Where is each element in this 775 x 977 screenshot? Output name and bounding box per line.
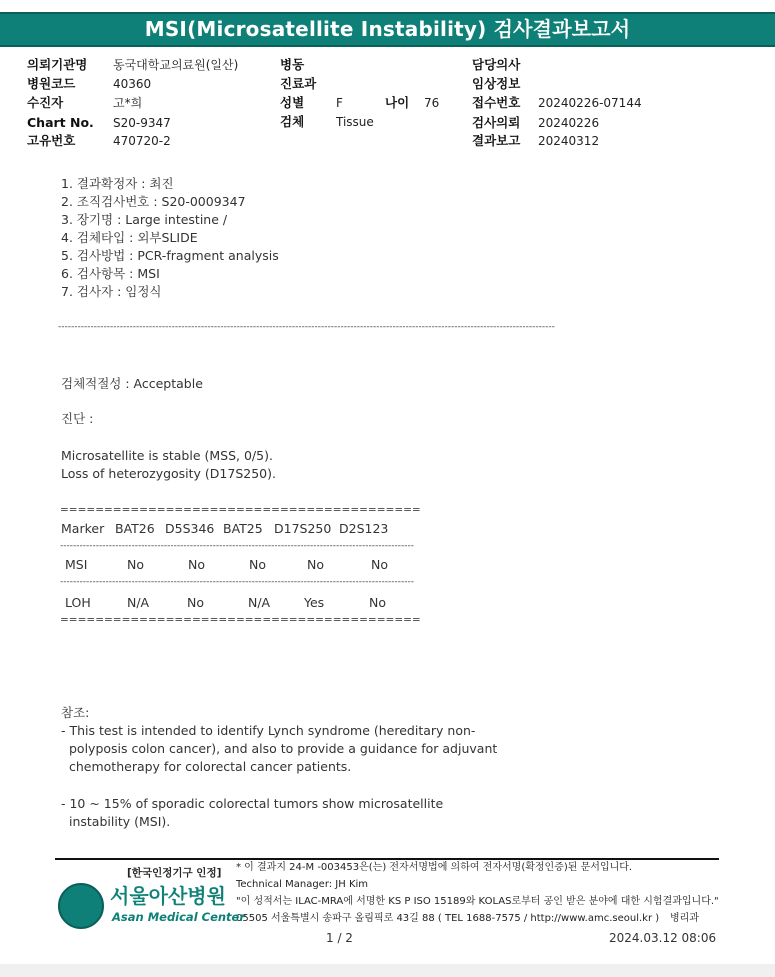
ward-label: 병동	[280, 57, 305, 72]
report-title: MSI(Microsatellite Instability) 검사결과보고서	[0, 12, 775, 47]
footer-address: 05505 서울특별시 송파구 올림픽로 43길 88 ( TEL 1688-7575 / http://www.amc.seoul.kr )	[236, 913, 660, 924]
table-row-msi-d5s346: No	[188, 557, 205, 572]
doctor-label: 담당의사	[472, 57, 521, 72]
footer-rule	[55, 858, 719, 860]
page-number: 1 / 2	[326, 931, 353, 945]
diagnosis-label: 진단 :	[61, 411, 94, 426]
viewer-bottom-band	[0, 964, 775, 977]
cert-label: [한국인정기구 인정]	[127, 867, 222, 879]
table-row-msi-label: MSI	[65, 557, 88, 572]
receipt-value: 20240226-07144	[538, 96, 642, 110]
item-method: 5. 검사방법 : PCR-fragment analysis	[61, 248, 279, 263]
sex-value: F	[336, 96, 343, 110]
specimen-label: 검체	[280, 114, 305, 129]
clinical-label: 임상정보	[472, 76, 521, 91]
unique-value: 470720-2	[113, 134, 171, 148]
table-header-d17s250: D17S250	[274, 521, 332, 536]
table-row-msi-d2s123: No	[371, 557, 388, 572]
chart-label: Chart No.	[27, 115, 94, 130]
patient-value: 고*희	[113, 96, 143, 110]
result-label: 결과보고	[472, 133, 521, 148]
note-1-line-3: chemotherapy for colorectal cancer patients.	[69, 759, 352, 774]
institution-label: 의뢰기관명	[27, 57, 88, 72]
diagnosis-line-1: Microsatellite is stable (MSS, 0/5).	[61, 448, 273, 463]
specimen-value: Tissue	[336, 115, 374, 129]
note-2-line-1: - 10 ~ 15% of sporadic colorectal tumors show microsatellite	[61, 796, 444, 811]
print-date: 2024.03.12 08:06	[609, 931, 717, 945]
item-test: 6. 검사항목 : MSI	[61, 266, 160, 281]
hospital-code-value: 40360	[113, 77, 152, 91]
table-row-loh-d17s250: Yes	[304, 595, 325, 610]
institution-value: 동국대학교의료원(일산)	[113, 58, 239, 72]
table-header-d2s123: D2S123	[339, 521, 389, 536]
table-row-loh-label: LOH	[65, 595, 91, 610]
footer-esign: * 이 결과지 24-M -003453은(는) 전자서명법에 의하여 전자서명(확정인증)된 문서입니다.	[236, 862, 633, 873]
footer-manager: Technical Manager: JH Kim	[236, 879, 369, 890]
table-header-rule: -------------------------------------------------------------------------------------------------------------	[60, 541, 414, 551]
hospital-logo-english: Asan Medical Center	[112, 910, 246, 924]
sex-label: 성별	[280, 95, 305, 110]
item-confirmer: 1. 결과확정자 : 최진	[61, 176, 174, 191]
table-header-marker: Marker	[61, 521, 105, 536]
patient-label: 수진자	[27, 95, 64, 110]
table-header-bat26: BAT26	[115, 521, 155, 536]
note-2-line-2: instability (MSI).	[69, 814, 171, 829]
table-row-rule: -------------------------------------------------------------------------------------------------------------	[60, 577, 414, 587]
table-row-loh-d5s346: No	[187, 595, 204, 610]
age-value: 76	[424, 96, 440, 110]
separator-line: ---------------------------------------------------------------------------------------------------------------------------------------------------------	[58, 322, 555, 332]
table-row-loh-bat26: N/A	[127, 595, 150, 610]
table-row-msi-bat26: No	[127, 557, 144, 572]
age-label: 나이	[385, 95, 410, 110]
request-label: 검사의뢰	[472, 115, 521, 130]
dept-label: 진료과	[280, 76, 317, 91]
item-tester: 7. 검사자 : 임정식	[61, 284, 162, 299]
notes-label: 참조:	[61, 705, 90, 720]
table-row-loh-bat25: N/A	[248, 595, 271, 610]
result-value: 20240312	[538, 134, 600, 148]
request-value: 20240226	[538, 116, 600, 130]
table-header-bat25: BAT25	[223, 521, 263, 536]
table-bottom-rule: =========================================	[60, 614, 421, 626]
footer-dept: 병리과	[670, 913, 699, 924]
table-row-loh-d2s123: No	[369, 595, 386, 610]
hospital-logo-icon	[58, 883, 104, 929]
receipt-label: 접수번호	[472, 95, 521, 110]
note-1-line-1: - This test is intended to identify Lynch syndrome (hereditary non-	[61, 723, 476, 738]
table-header-d5s346: D5S346	[165, 521, 215, 536]
table-row-msi-bat25: No	[249, 557, 266, 572]
diagnosis-line-2: Loss of heterozygosity (D17S250).	[61, 466, 276, 481]
item-organ: 3. 장기명 : Large intestine /	[61, 212, 228, 227]
note-1-line-2: polyposis colon cancer), and also to provide a guidance for adjuvant	[69, 741, 498, 756]
table-top-rule: =========================================	[60, 504, 421, 516]
adequacy-text: 검체적절성 : Acceptable	[61, 376, 203, 391]
hospital-logo-korean: 서울아산병원	[110, 884, 226, 908]
chart-value: S20-9347	[113, 116, 171, 130]
item-biopsy-number: 2. 조직검사번호 : S20-0009347	[61, 194, 246, 209]
hospital-code-label: 병원코드	[27, 76, 76, 91]
unique-label: 고유번호	[27, 133, 76, 148]
table-row-msi-d17s250: No	[307, 557, 324, 572]
item-specimen-type: 4. 검체타입 : 외부SLIDE	[61, 230, 198, 245]
footer-accreditation: "이 성적서는 ILAC-MRA에 서명한 KS P ISO 15189와 KOLAS로부터 공인 받은 분야에 대한 시험결과입니다."	[236, 896, 719, 907]
